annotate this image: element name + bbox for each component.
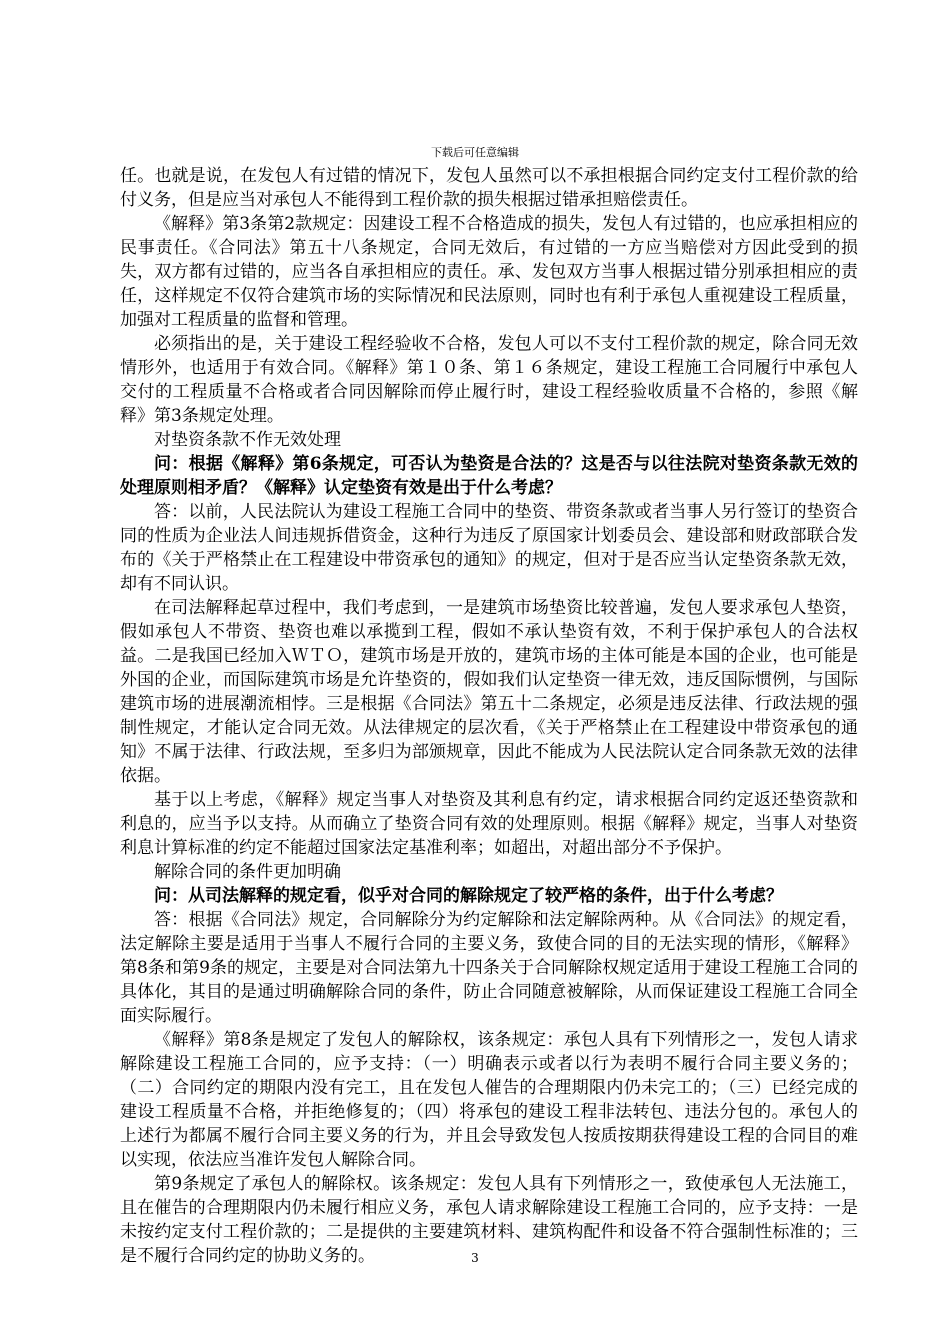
- body-paragraph: 在司法解释起草过程中，我们考虑到，一是建筑市场垫资比较普遍，发包人要求承包人垫资，假如承包人不带资、垫资也难以承揽到工程，假如不承认垫资有效，不利于保护承包人的合法权益。二是我国已经加入ＷＴＯ，建筑市场是开放的，建筑市场的主体可能是本国的企业，也可能是外国的企业，而国际建筑市场是允许垫资的，假如我们认定垫资一律无效，违反国际惯例，与国际建筑市场的进展潮流相悖。三是根据《合同法》第五十二条规定，必须是违反法律、行政法规的强制性规定，才能认定合同无效。从法律规定的层次看，《关于严格禁止在工程建设中带资承包的通知》不属于法律、行政法规，至多归为部颁规章，因此不能成为人民法院认定合同条款无效的法律依据。: [120, 598, 858, 786]
- body-paragraph: 答：根据《合同法》规定，合同解除分为约定解除和法定解除两种。从《合同法》的规定看，法定解除主要是适用于当事人不履行合同的主要义务，致使合同的目的无法实现的情形，《解释》第8条和第9条的规定，主要是对合同法第九十四条关于合同解除权规定适用于建设工程施工合同的具体化，其目的是通过明确解除合同的条件，防止合同随意被解除，从而保证建设工程施工合同全面实际履行。: [120, 910, 858, 1026]
- document-body: [120, 164, 858, 1268]
- body-paragraph: 答：以前，人民法院认为建设工程施工合同中的垫资、带资条款或者当事人另行签订的垫资合同的性质为企业法人间违规拆借资金，这种行为违反了原国家计划委员会、建设部和财政部联合发布的《关于严格禁止在工程建设中带资承包的通知》的规定，但对于是否应当认定垫资条款无效，却有不同认识。: [120, 502, 858, 594]
- body-paragraph: 《解释》第8条是规定了发包人的解除权，该条规定：承包人具有下列情形之一，发包人请求解除建设工程施工合同的，应予支持：（一）明确表示或者以行为表明不履行合同主要义务的；（二）合同约定的期限内没有完工，且在发包人催告的合理期限内仍未完工的；（三）已经完成的建设工程质量不合格，并拒绝修复的；（四）将承包的建设工程非法转包、违法分包的。承包人的上述行为都属不履行合同主要义务的行为，并且会导致发包人按质按期获得建设工程的合同目的难以实现，依法应当准许发包人解除合同。: [120, 1030, 858, 1170]
- question-paragraph: 问：根据《解释》第6条规定，可否认为垫资是合法的？这是否与以往法院对垫资条款无效的处理原则相矛盾？《解释》认定垫资有效是出于什么考虑？: [120, 454, 858, 498]
- body-paragraph: 必须指出的是，关于建设工程经验收不合格，发包人可以不支付工程价款的规定，除合同无效情形外，也适用于有效合同。《解释》第１０条、第１６条规定，建设工程施工合同履行中承包人交付的工程质量不合格或者合同因解除而停止履行时，建设工程经验收质量不合格的，参照《解释》第3条规定处理。: [120, 334, 858, 426]
- body-paragraph: 《解释》第3条第2款规定：因建设工程不合格造成的损失，发包人有过错的，也应承担相应的民事责任。《合同法》第五十八条规定，合同无效后，有过错的一方应当赔偿对方因此受到的损失，双方都有过错的，应当各自承担相应的责任。承、发包双方当事人根据过错分别承担相应的责任，这样规定不仅符合建筑市场的实际情况和民法原则，同时也有利于承包人重视建设工程质量，加强对工程质量的监督和管理。: [120, 214, 858, 330]
- page-header: 下载后可任意编辑: [431, 146, 519, 159]
- question-paragraph: 问：从司法解释的规定看，似乎对合同的解除规定了较严格的条件，出于什么考虑？: [154, 886, 783, 906]
- body-paragraph: 基于以上考虑，《解释》规定当事人对垫资及其利息有约定，请求根据合同约定返还垫资款和利息的，应当予以支持。从而确立了垫资合同有效的处理原则。根据《解释》规定，当事人对垫资利息计算标准的约定不能超过国家法定基准利率；如超出，对超出部分不予保护。: [120, 790, 858, 858]
- body-paragraph: 对垫资条款不作无效处理: [154, 430, 341, 450]
- body-paragraph: 第9条规定了承包人的解除权。该条规定：发包人具有下列情形之一，致使承包人无法施工，且在催告的合理期限内仍未履行相应义务，承包人请求解除建设工程施工合同的，应予支持：一是未按约定支付工程价款的；二是提供的主要建筑材料、建筑构配件和设备不符合强制性标准的；三是不履行合同约定的协助义务的。: [120, 1174, 858, 1266]
- body-paragraph: 解除合同的条件更加明确: [154, 862, 341, 882]
- page-number: 3: [471, 1251, 479, 1265]
- body-paragraph: 任。也就是说，在发包人有过错的情况下，发包人虽然可以不承担根据合同约定支付工程价款的给付义务，但是应当对承包人不能得到工程价款的损失根据过错承担赔偿责任。: [120, 166, 858, 210]
